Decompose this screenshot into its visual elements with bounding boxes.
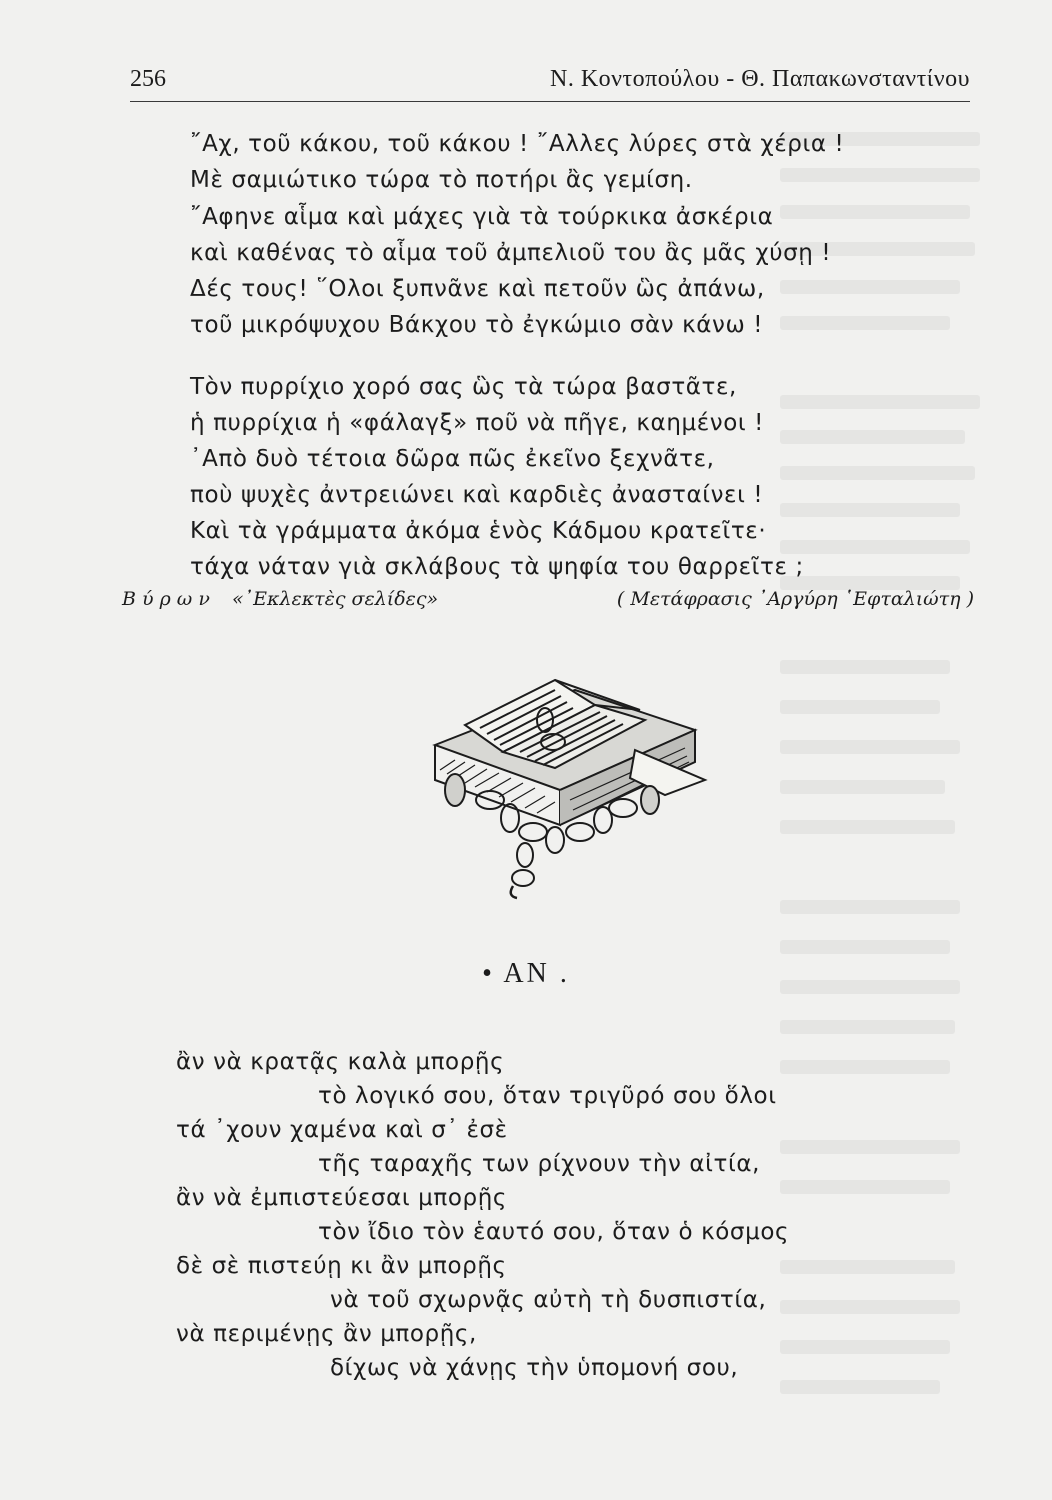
poem-line: τὸ λογικό σου, ὅταν τριγῦρό σου ὅλοι <box>318 1083 777 1109</box>
header-rule <box>130 101 970 102</box>
poem-line: τὸν ἴδιο τὸν ἑαυτό σου, ὅταν ὁ κόσμος <box>318 1219 790 1245</box>
poem-line: ἂν νὰ ἐμπιστεύεσαι μπορῇς <box>176 1185 507 1211</box>
page-number: 256 <box>130 66 166 92</box>
stanza1-line: ῎Αχ, τοῦ κάκου, τοῦ κάκου ! ῎Αλλες λύρες στὰ χέρια ! <box>190 131 845 157</box>
attribution-author: Β ύ ρ ω ν <box>122 588 210 610</box>
chained-books-illustration <box>395 650 715 900</box>
stanza1-line: ῎Αφηνε αἷμα καὶ μάχες γιὰ τὰ τούρκικα ἀσκέρια <box>190 204 774 230</box>
running-head: Ν. Κοντοπούλου - Θ. Παπακωνσταντίνου <box>550 66 970 92</box>
poem-line: τῆς ταραχῆς των ρίχνουν τὴν αἰτία, <box>318 1151 761 1177</box>
stanza2-line: τάχα νάταν γιὰ σκλάβους τὰ ψηφία του θαρρεῖτε ; <box>190 554 804 580</box>
poem-line: τά ᾿χουν χαμένα καὶ σ᾿ ἐσὲ <box>176 1117 508 1143</box>
poem-line: δὲ σὲ πιστεύῃ κι ἂν μπορῇς <box>176 1253 507 1279</box>
attribution-source: «᾿Εκλεκτὲς σελίδες» <box>232 588 439 610</box>
stanza2-line: ποὺ ψυχὲς ἀντρειώνει καὶ καρδιὲς ἀνασταίνει ! <box>190 482 764 508</box>
stanza2-line: Καὶ τὰ γράμματα ἀκόμα ἑνὸς Κάδμου κρατεῖτε· <box>190 518 767 544</box>
stanza1-line: καὶ καθένας τὸ αἷμα τοῦ ἀμπελιοῦ του ἂς μᾶς χύσῃ ! <box>190 240 832 266</box>
page-header <box>130 66 970 106</box>
stanza2-line: Τὸν πυρρίχιο χορό σας ὣς τὰ τώρα βαστᾶτε, <box>190 374 737 400</box>
stanza1-line: Μὲ σαμιώτικο τώρα τὸ ποτήρι ἂς γεμίση. <box>190 167 693 193</box>
stanza1-line: τοῦ μικρόψυχου Βάκχου τὸ ἐγκώμιο σὰν κάνω ! <box>190 312 764 338</box>
attribution <box>122 588 974 618</box>
poem-line: νὰ περιμένῃς ἂν μπορῇς, <box>176 1321 477 1347</box>
stanza2-line: ἡ πυρρίχια ἡ «φάλαγξ» ποῦ νὰ πῆγε, καημένοι ! <box>190 410 764 436</box>
poem-line: ἂν νὰ κρατᾷς καλὰ μπορῇς <box>176 1049 505 1075</box>
poem-line: νὰ τοῦ σχωρνᾷς αὐτὴ τὴ δυσπιστία, <box>330 1287 767 1313</box>
stanza1-line: Δές τους! ῞Ολοι ξυπνᾶνε καὶ πετοῦν ὣς ἀπάνω, <box>190 276 765 302</box>
poem-line: δίχως νὰ χάνῃς τὴν ὑπομονή σου, <box>330 1355 739 1381</box>
poem-title: • ΑΝ . <box>482 958 570 989</box>
attribution-translation: ( Μετάφρασις ᾿Αργύρη ῾Εφταλιώτη ) <box>616 588 974 610</box>
stanza2-line: ᾿Απὸ δυὸ τέτοια δῶρα πῶς ἐκεῖνο ξεχνᾶτε, <box>190 446 715 472</box>
